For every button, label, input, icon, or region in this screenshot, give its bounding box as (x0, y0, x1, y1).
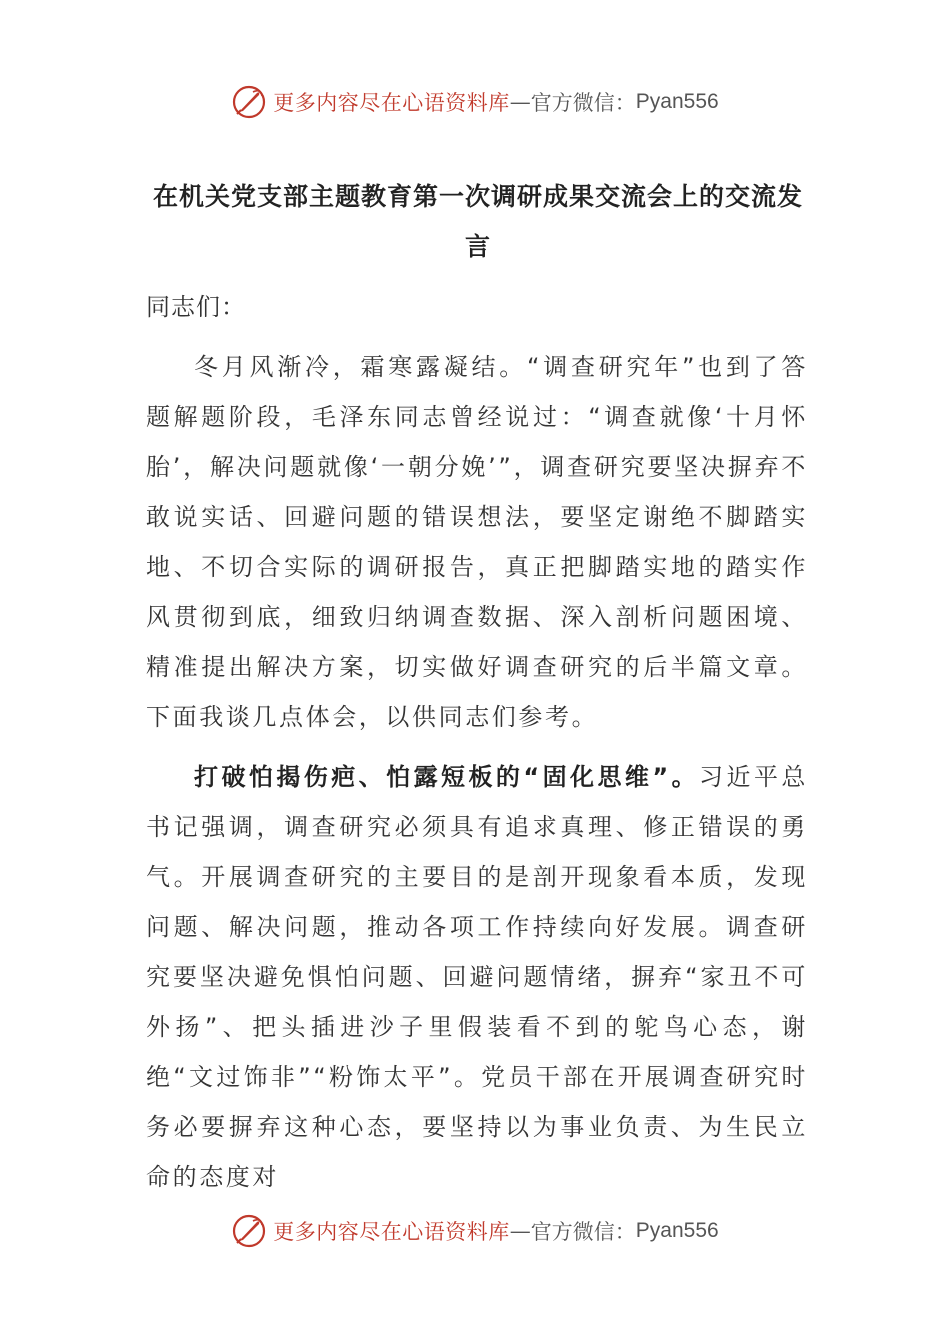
banner-wechat-id: Pyan556 (635, 90, 719, 113)
quill-logo-icon (231, 84, 267, 120)
paragraph-2-body: 习近平总书记强调，调查研究必须具有追求真理、修正错误的勇气。开展调查研究的主要目的是剖开现象看本质，发现问题、解决问题，推动各项工作持续向好发展。调查研究要坚决避免惧怕问题、回避问题情绪，摒弃“家丑不可外扬”、把头插进沙子里假装看不到的鸵鸟心态，谢绝“文过饰非”“粉饰太平”。党员干部在开展调查研究时务必要摒弃这种心态，要坚持以为事业负责、为生民立命的态度对 (146, 763, 808, 1191)
paragraph-1: 冬月风渐冷，霜寒露凝结。“调查研究年”也到了答题解题阶段，毛泽东同志曾经说过：“调查就像‘十月怀胎’，解决问题就像‘一朝分娩’”，调查研究要坚决摒弃不敢说实话、回避问题的错误想法，要坚定谢绝不脚踏实地、不切合实际的调研报告，真正把脚踏实地的踏实作风贯彻到底，细致归纳调查数据、深入剖析问题困境、精准提出解决方案，切实做好调查研究的后半篇文章。下面我谈几点体会，以供同志们参考。 (146, 353, 808, 731)
quill-logo-icon (231, 1213, 267, 1249)
banner-official-label: 官方微信： (530, 91, 636, 115)
header-watermark-banner (0, 82, 950, 122)
banner-wechat-id: Pyan556 (635, 1219, 719, 1242)
banner-dash: — (509, 1219, 531, 1243)
paragraph-2 (146, 752, 808, 1202)
banner-dash: — (509, 90, 531, 114)
banner-promo-text: 更多内容尽在心语资料库 (273, 91, 510, 115)
document-body (146, 282, 808, 1212)
footer-watermark-banner (0, 1211, 950, 1251)
document-title: 在机关党支部主题教育第一次调研成果交流会上的交流发言 (152, 182, 803, 261)
banner-promo-text: 更多内容尽在心语资料库 (273, 1220, 510, 1244)
greeting: 同志们： (146, 293, 246, 321)
paragraph-2-heading: 打破怕揭伤疤、怕露短板的“固化思维”。 (194, 763, 700, 791)
banner-official-label: 官方微信： (530, 1220, 636, 1244)
